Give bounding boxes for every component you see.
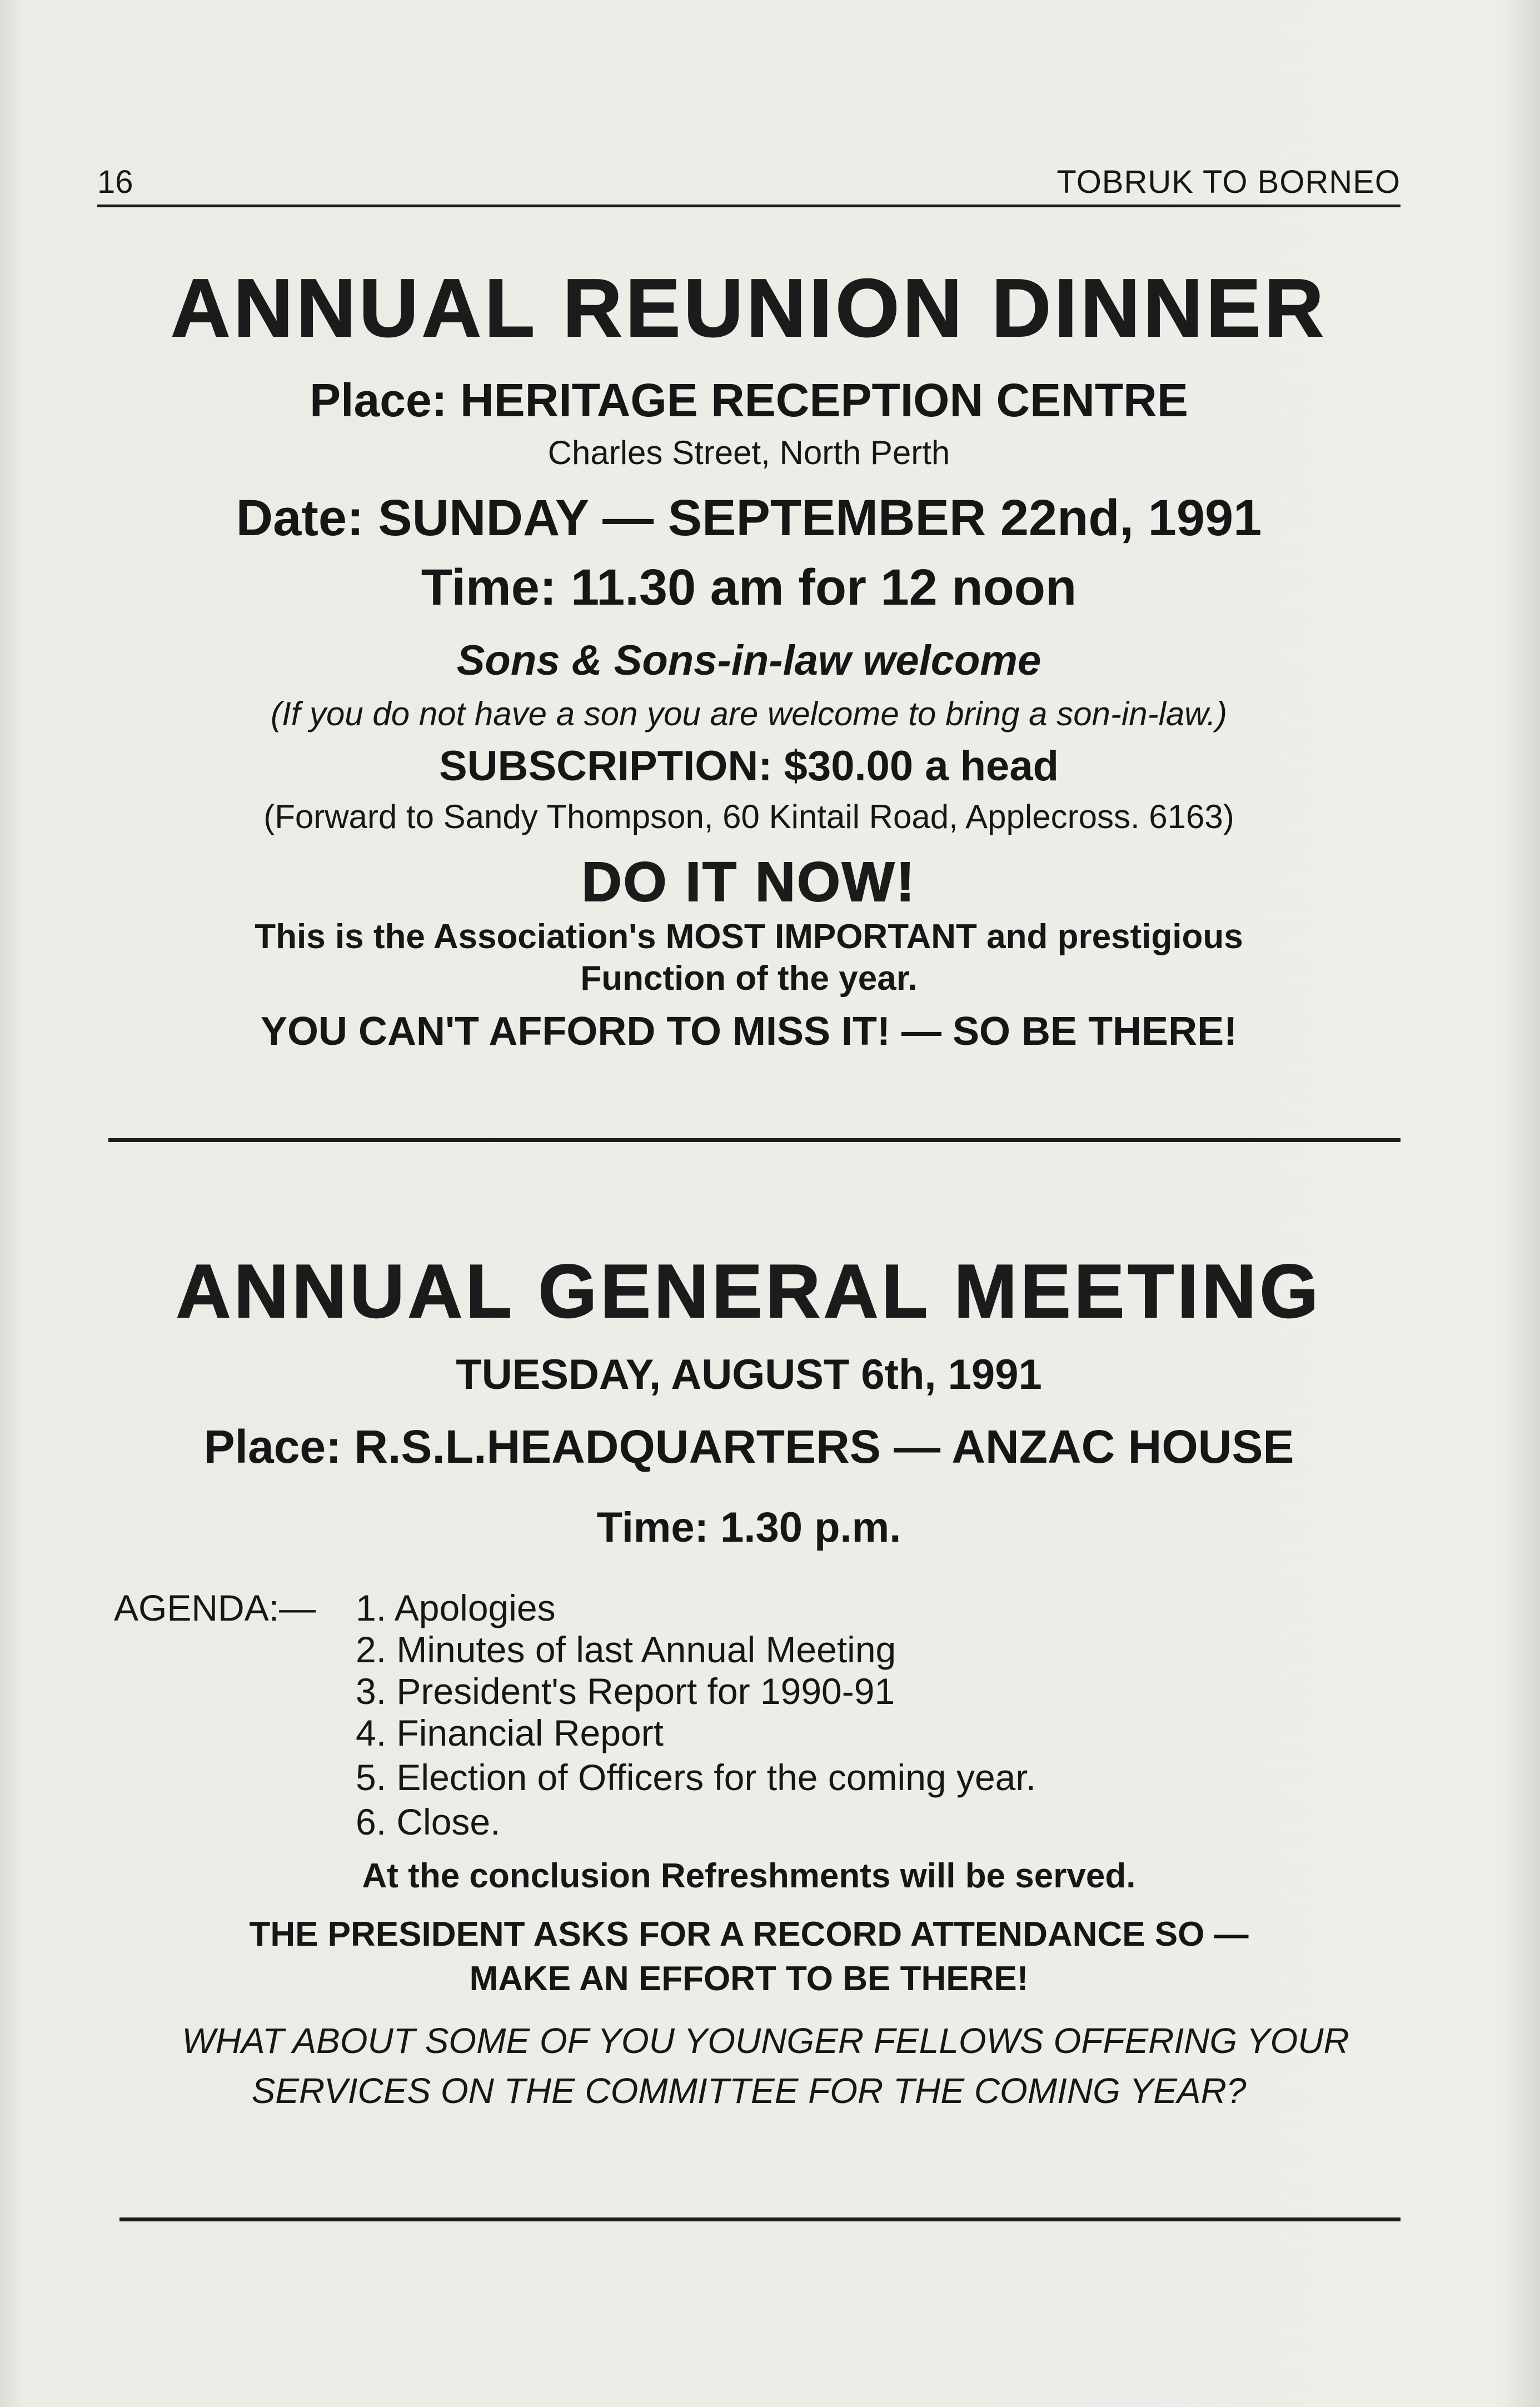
agenda-item: 4. Financial Report xyxy=(356,1712,664,1753)
agenda-item: 3. President's Report for 1990-91 xyxy=(356,1671,895,1712)
dinner-welcome: Sons & Sons-in-law welcome xyxy=(456,637,1041,684)
agenda-item: 2. Minutes of last Annual Meeting xyxy=(356,1629,896,1670)
agenda-item: 1. Apologies xyxy=(356,1587,556,1628)
agm-president-line1: THE PRESIDENT ASKS FOR A RECORD ATTENDANCE SO — xyxy=(249,1915,1249,1953)
agm-refreshments: At the conclusion Refreshments will be served. xyxy=(362,1857,1136,1895)
agm-date: TUESDAY, AUGUST 6th, 1991 xyxy=(456,1351,1042,1398)
bottom-divider xyxy=(119,2217,1401,2221)
dinner-place: Place: HERITAGE RECEPTION CENTRE xyxy=(310,374,1188,426)
agm-time: Time: 1.30 p.m. xyxy=(596,1504,901,1551)
agenda-item: 5. Election of Officers for the coming year. xyxy=(356,1757,1036,1798)
dinner-note: (If you do not have a son you are welcome to bring a son-in-law.) xyxy=(271,695,1227,732)
agm-appeal-line2: SERVICES ON THE COMMITTEE FOR THE COMING YEAR? xyxy=(251,2071,1247,2111)
dinner-important-line2: Function of the year. xyxy=(580,959,918,998)
page-number: 16 xyxy=(97,164,133,200)
dinner-forward: (Forward to Sandy Thompson, 60 Kintail Road, Applecross. 6163) xyxy=(263,798,1234,835)
section-divider xyxy=(108,1138,1401,1142)
dinner-time: Time: 11.30 am for 12 noon xyxy=(421,559,1077,616)
dinner-date: Date: SUNDAY — SEPTEMBER 22nd, 1991 xyxy=(236,490,1262,546)
dinner-address: Charles Street, North Perth xyxy=(547,434,950,471)
page-header xyxy=(97,160,1401,207)
agenda-label: AGENDA:— xyxy=(114,1587,316,1628)
dinner-subscription: SUBSCRIPTION: $30.00 a head xyxy=(438,742,1059,790)
agm-president-line2: MAKE AN EFFORT TO BE THERE! xyxy=(469,1960,1029,1998)
dinner-important-line1: This is the Association's MOST IMPORTANT and prestigious xyxy=(255,918,1243,956)
dinner-cant-miss: YOU CAN'T AFFORD TO MISS IT! — SO BE THERE! xyxy=(260,1009,1238,1054)
agm-appeal-line1: WHAT ABOUT SOME OF YOU YOUNGER FELLOWS OFFERING YOUR xyxy=(182,2021,1349,2061)
agenda-item: 6. Close. xyxy=(356,1801,501,1842)
agm-place: Place: R.S.L.HEADQUARTERS — ANZAC HOUSE xyxy=(203,1421,1294,1473)
agm-title: ANNUAL GENERAL MEETING xyxy=(176,1249,1322,1333)
dinner-title: ANNUAL REUNION DINNER xyxy=(171,262,1327,354)
do-it-now: DO IT NOW! xyxy=(581,851,916,913)
running-title: TOBRUK TO BORNEO xyxy=(1056,164,1401,200)
